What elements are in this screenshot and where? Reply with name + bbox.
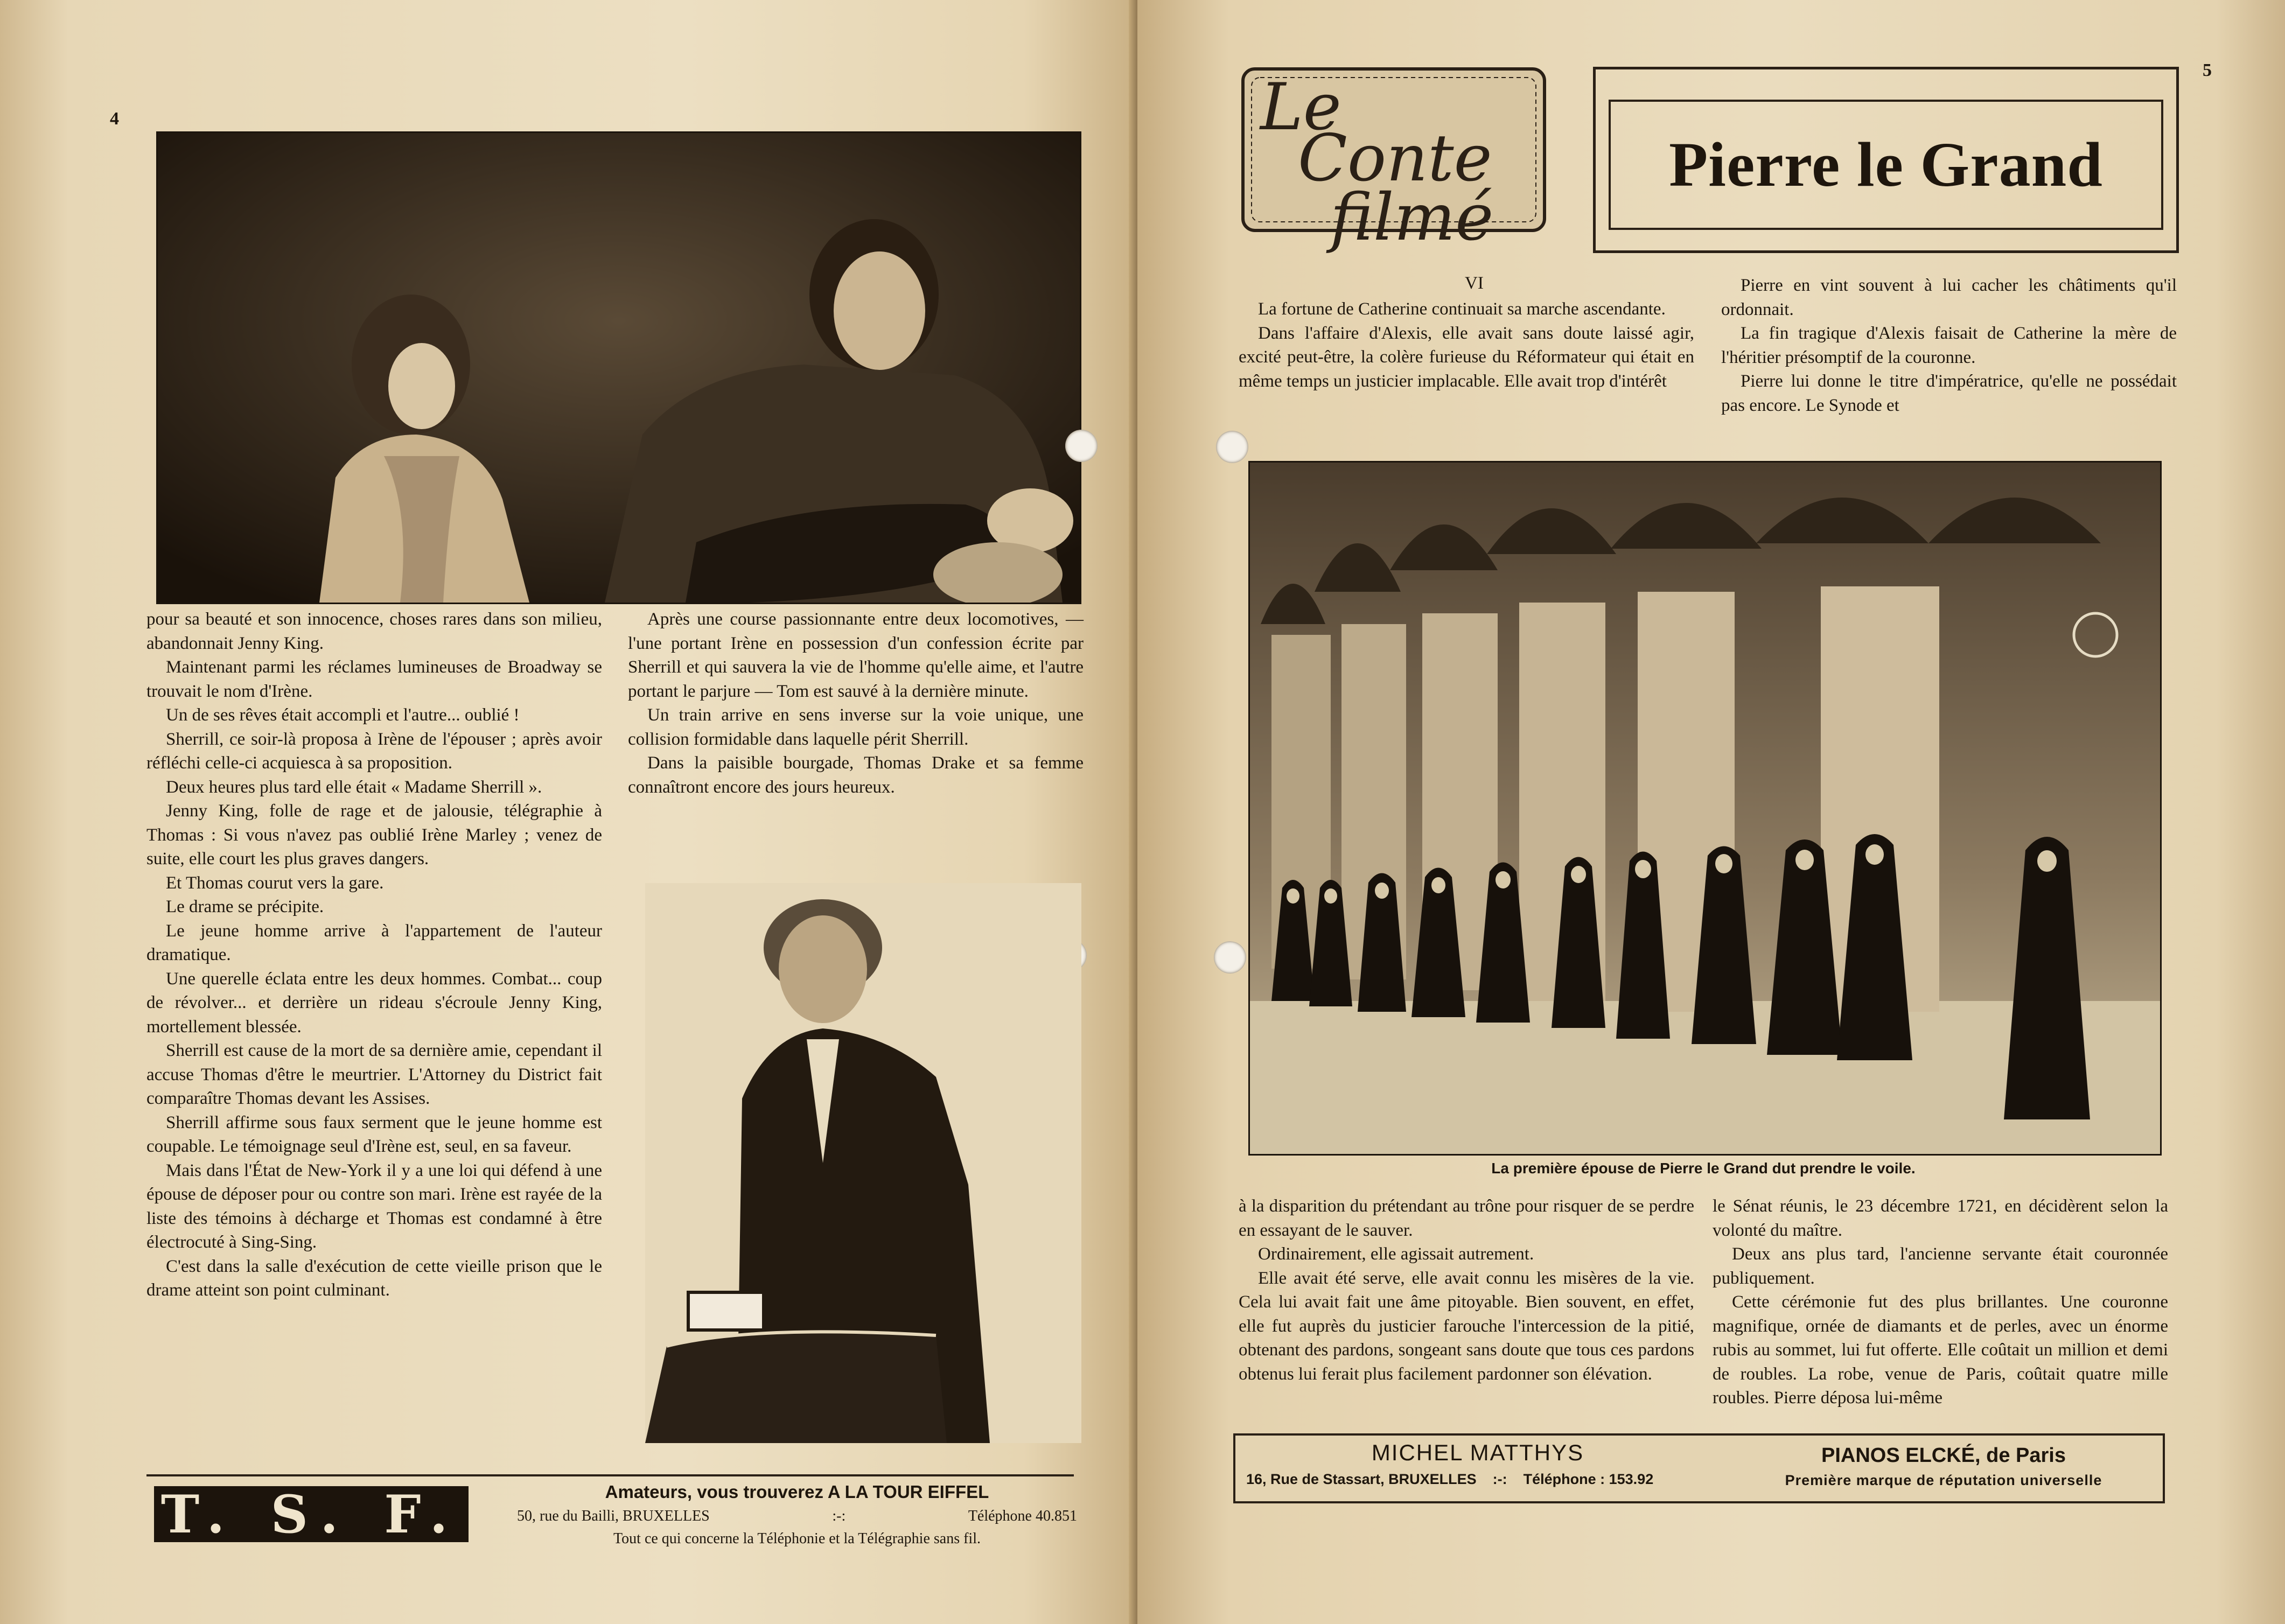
paragraph: Le drame se précipite. bbox=[166, 897, 324, 916]
paragraph: La fin tragique d'Alexis faisait de Catherine la mère de l'héritier présomptif de la couronne. bbox=[1721, 324, 2177, 367]
tsf-logo: T. S. F. bbox=[154, 1486, 469, 1542]
ad-dealer-address-line bbox=[1246, 1471, 1720, 1488]
logo-word-le: Le bbox=[1260, 70, 1341, 145]
paragraph: Ordinairement, elle agissait autrement. bbox=[1258, 1244, 1534, 1264]
ad-address: 50, rue du Bailli, BRUXELLES bbox=[517, 1508, 710, 1524]
paragraph: Deux heures plus tard elle était « Madame Sherrill ». bbox=[166, 777, 542, 797]
film-still-photo bbox=[156, 131, 1081, 604]
paragraph: Pierre lui donne le titre d'impératrice, qu'elle ne possédait pas encore. Le Synode et bbox=[1721, 372, 2177, 415]
ad-tagline: Tout ce qui concerne la Téléphonie et la Télégraphie sans fil. bbox=[613, 1530, 981, 1547]
ad-dealer-name: MICHEL MATTHYS bbox=[1371, 1440, 1584, 1465]
article-title: Pierre le Grand bbox=[1669, 129, 2103, 200]
right-bottom-column-2 bbox=[1713, 1194, 2168, 1410]
ad-brand-tagline: Première marque de réputation universelle bbox=[1785, 1472, 2102, 1488]
ad-phone: Téléphone : 153.92 bbox=[1523, 1471, 1654, 1487]
paragraph: Jenny King, folle de rage et de jalousie, télégraphie à Thomas : Si vous n'avez pas oublié Irène Marley ; venez de suite, elle court les plus graves dangers. bbox=[146, 801, 602, 869]
ad-separator: :-: bbox=[1492, 1471, 1507, 1487]
paragraph: Deux ans plus tard, l'ancienne servante était couronnée publiquement. bbox=[1713, 1244, 2168, 1288]
paragraph: Un train arrive en sens inverse sur la voie unique, une collision formidable dans laquelle périt Sherrill. bbox=[628, 705, 1084, 749]
right-top-column-1 bbox=[1239, 297, 1694, 393]
man-portrait-photo bbox=[645, 883, 1081, 1443]
paragraph: Après une course passionnante entre deux locomotives, — l'une portant Irène en possession d'un confession écrite par Sherrill et qui sauvera la vie de l'homme qu'elle aime, et l'autre portant le parjure — Tom est sauvé à la dernière minute. bbox=[628, 610, 1084, 701]
ad-address-line bbox=[517, 1508, 1077, 1525]
paragraph: La fortune de Catherine continuait sa marche ascendante. bbox=[1258, 299, 1666, 319]
photo-caption: La première épouse de Pierre le Grand dut prendre le voile. bbox=[1491, 1160, 1916, 1177]
paragraph: pour sa beauté et son innocence, choses rares dans son milieu, abandonnait Jenny King. bbox=[146, 610, 602, 653]
paragraph: le Sénat réunis, le 23 décembre 1721, en décidèrent selon la volonté du maître. bbox=[1713, 1196, 2168, 1240]
paragraph: Le jeune homme arrive à l'appartement de l'auteur dramatique. bbox=[146, 921, 602, 964]
left-page bbox=[0, 0, 1137, 1624]
paragraph: Maintenant parmi les réclames lumineuses de Broadway se trouvait le nom d'Irène. bbox=[146, 657, 602, 701]
article-column-1 bbox=[146, 607, 602, 1303]
nuns-procession-photo bbox=[1248, 461, 2162, 1156]
ad-separator: :-: bbox=[832, 1508, 846, 1524]
paragraph: Pierre en vint souvent à lui cacher les châtiments qu'il ordonnait. bbox=[1721, 276, 2177, 319]
ad-address: 16, Rue de Stassart, BRUXELLES bbox=[1246, 1471, 1477, 1487]
right-bottom-column-1 bbox=[1239, 1194, 1694, 1386]
piano-ad-box bbox=[1233, 1433, 2165, 1503]
page-number: 5 bbox=[2203, 60, 2212, 80]
right-top-column-2 bbox=[1721, 274, 2177, 417]
logo-word-filme: filmé bbox=[1330, 180, 1494, 255]
punch-hole bbox=[1214, 941, 1246, 974]
ad-divider bbox=[146, 1474, 1074, 1476]
paragraph: Une querelle éclata entre les deux hommes. Combat... coup de révolver... et derrière un rideau s'écroule Jenny King, mortellement blessée. bbox=[146, 969, 602, 1037]
ad-brand: PIANOS ELCKÉ, de Paris bbox=[1821, 1444, 2066, 1467]
title-frame bbox=[1593, 67, 2179, 253]
paragraph: Et Thomas courut vers la gare. bbox=[166, 873, 384, 893]
paragraph: à la disparition du prétendant au trône pour risquer de se perdre en essayant de le sauver. bbox=[1239, 1196, 1694, 1240]
conte-filme-logo bbox=[1239, 65, 1551, 264]
article-column-2 bbox=[628, 607, 1084, 799]
ad-headline: Amateurs, vous trouverez A LA TOUR EIFFEL bbox=[605, 1482, 989, 1502]
paragraph: C'est dans la salle d'exécution de cette vieille prison que le drame atteint son point culminant. bbox=[146, 1256, 602, 1300]
chapter-number: VI bbox=[1465, 274, 1484, 293]
paragraph: Dans l'affaire d'Alexis, elle avait sans doute laissé agir, excité peut-être, la colère furieuse du Réformateur qui était en même temps un justicier implacable. Elle avait trop d'intérêt bbox=[1239, 323, 1694, 391]
ad-phone: Téléphone 40.851 bbox=[968, 1508, 1077, 1524]
paragraph: Mais dans l'État de New-York il y a une loi qui défend à une épouse de déposer pour ou contre son mari. Irène est rayée de la liste des témoins à décharge et Thomas est condamné à être électrocuté à Sing-Sing. bbox=[146, 1160, 602, 1252]
paragraph: Elle avait été serve, elle avait connu les misères de la vie. Cela lui avait fait une âme pitoyable. Bien souvent, en effet, elle fut auprès du justicier farouche l'intercession de la pitié, obtenant des pardons, songeant sans doute que tous ces pardons obtenus lui ferait plus facilement pardonner son élévation. bbox=[1239, 1268, 1694, 1384]
punch-hole bbox=[1065, 430, 1098, 462]
paragraph: Sherrill affirme sous faux serment que le jeune homme est coupable. Le témoignage seul d'Irène est, seul, en sa faveur. bbox=[146, 1112, 602, 1156]
page-number: 4 bbox=[110, 109, 119, 129]
title-inner-frame bbox=[1609, 100, 2163, 230]
logo-word-conte: Conte bbox=[1298, 121, 1492, 196]
paragraph: Dans la paisible bourgade, Thomas Drake et sa femme connaîtront encore des jours heureux. bbox=[628, 753, 1084, 797]
paragraph: Cette cérémonie fut des plus brillantes. Une couronne magnifique, ornée de diamants et de perles, avec un énorme rubis au sommet, lui fut offerte. Elle coûtait un million et demi de roubles. La robe, venue de Paris, coûtait quatre mille roubles. Pierre déposa lui-même bbox=[1713, 1292, 2168, 1408]
paragraph: Sherrill est cause de la mort de sa dernière amie, cependant il accuse Thomas d'être le meurtrier. L'Attorney du District fait comparaître Thomas devant les Assises. bbox=[146, 1041, 602, 1108]
paragraph: Sherrill, ce soir-là proposa à Irène de l'épouser ; après avoir réfléchi celle-ci acquiesca à sa proposition. bbox=[146, 729, 602, 773]
punch-hole bbox=[1216, 431, 1248, 463]
paragraph: Un de ses rêves était accompli et l'autre... oublié ! bbox=[166, 705, 520, 725]
